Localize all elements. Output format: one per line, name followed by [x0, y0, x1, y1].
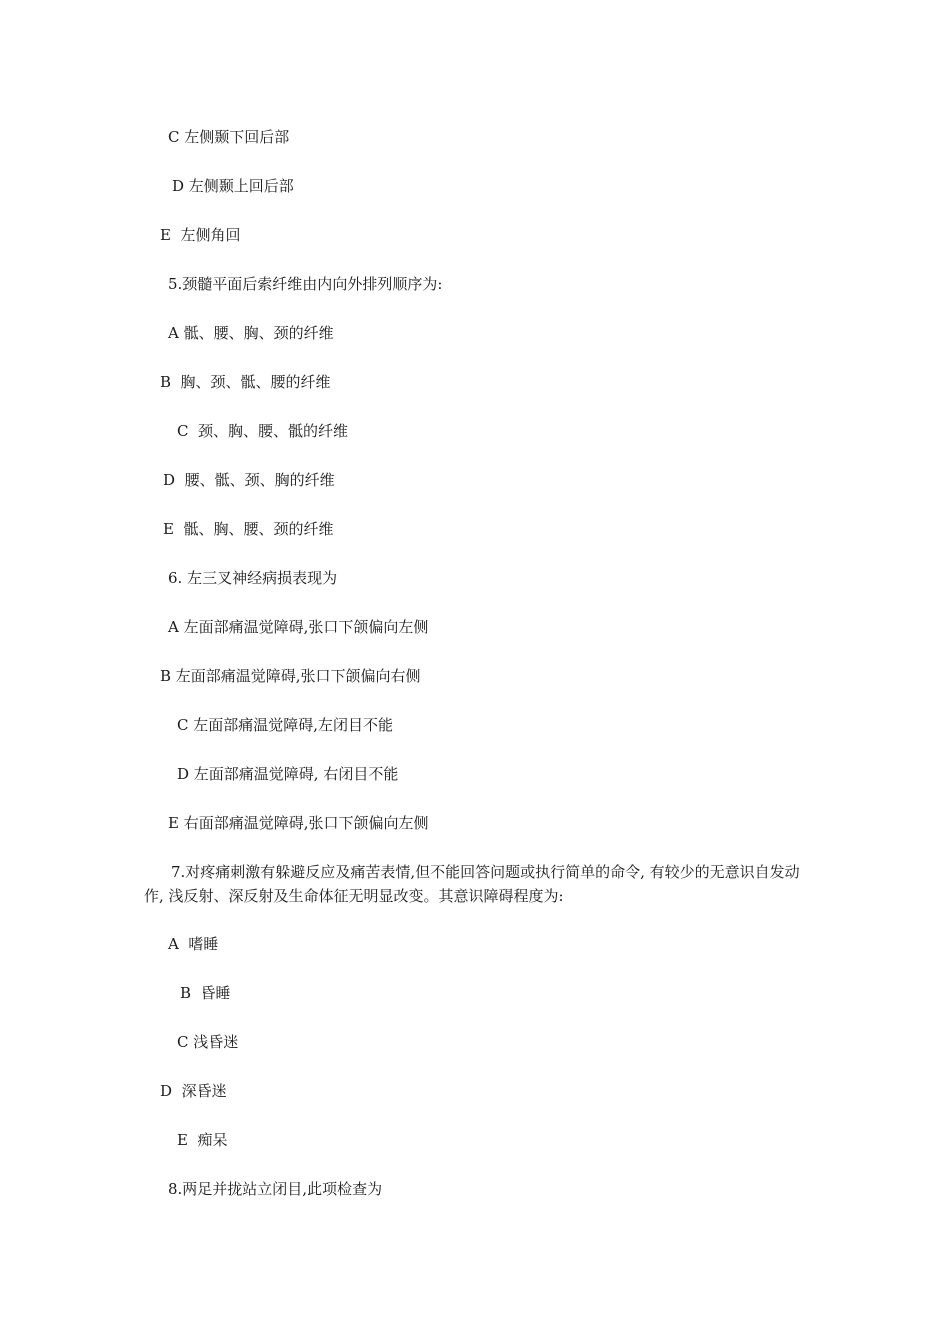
option-c-q6: C 左面部痛温觉障碍,左闭目不能: [177, 716, 394, 734]
option-c-q7: C 浅昏迷: [177, 1033, 239, 1051]
question-8: 8.两足并拢站立闭目,此项检查为: [168, 1180, 383, 1198]
option-d-q6: D 左面部痛温觉障碍, 右闭目不能: [177, 765, 399, 783]
option-d-q4: D 左侧颞上回后部: [172, 177, 294, 195]
option-c-q4: C 左侧颞下回后部: [168, 128, 290, 146]
question-7: 7.对疼痛刺激有躲避反应及痛苦表情,但不能回答问题或执行简单的命令, 有较少的无意识自发动作, 浅反射、深反射及生命体征无明显改变。其意识障碍程度为:: [144, 863, 800, 905]
option-a-q6: A 左面部痛温觉障碍,张口下颌偏向左侧: [168, 618, 429, 636]
option-e-q7: E 痴呆: [177, 1131, 228, 1149]
question-6: 6. 左三叉神经病损表现为: [168, 569, 338, 587]
option-e-q5: E 骶、胸、腰、颈的纤维: [163, 520, 334, 538]
option-b-q6: B 左面部痛温觉障碍,张口下颌偏向右侧: [160, 667, 421, 685]
option-b-q7: B 昏睡: [180, 984, 231, 1002]
option-e-q6: E 右面部痛温觉障碍,张口下颌偏向左侧: [168, 814, 429, 832]
option-a-q5: A 骶、腰、胸、颈的纤维: [168, 324, 334, 342]
option-e-q4: E 左侧角回: [160, 226, 241, 244]
option-c-q5: C 颈、胸、腰、骶的纤维: [177, 422, 349, 440]
option-d-q5: D 腰、骶、颈、胸的纤维: [163, 471, 335, 489]
option-a-q7: A 嗜睡: [168, 935, 219, 953]
question-5: 5.颈髓平面后索纤维由内向外排列顺序为:: [168, 275, 443, 293]
option-b-q5: B 胸、颈、骶、腰的纤维: [160, 373, 331, 391]
option-d-q7: D 深昏迷: [160, 1082, 227, 1100]
